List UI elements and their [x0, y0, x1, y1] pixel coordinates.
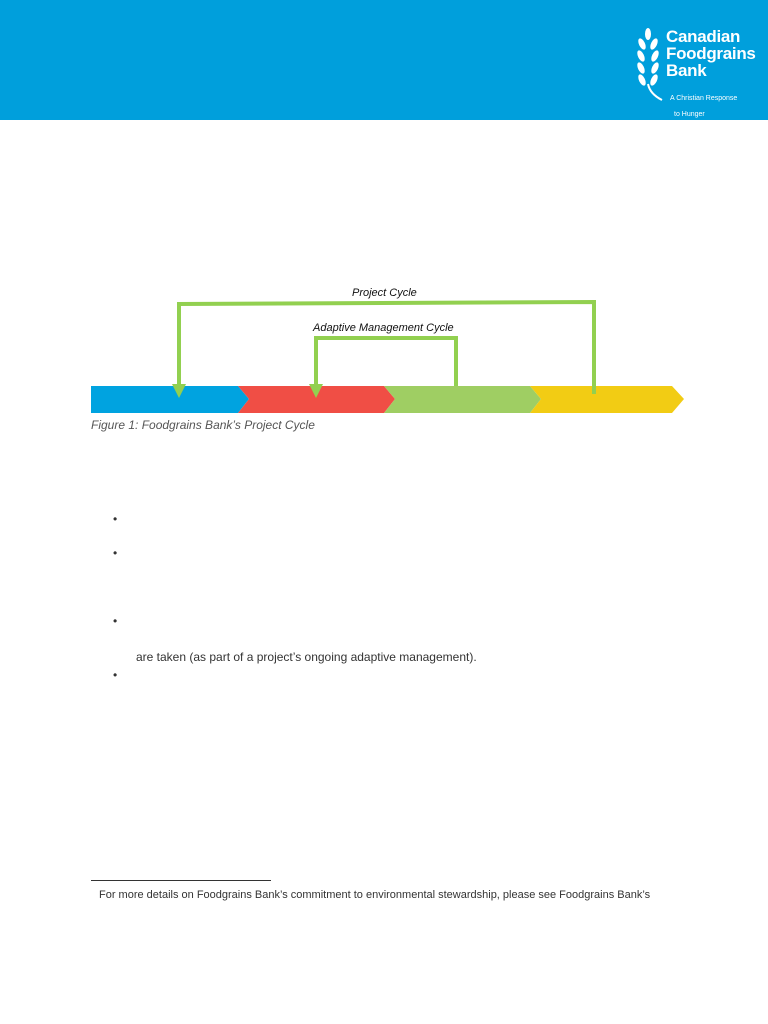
logo-tagline-line: to Hunger	[674, 111, 705, 118]
footnote-divider	[91, 880, 271, 881]
project-cycle-diagram	[0, 270, 768, 420]
logo-tagline-line: A Christian Response	[670, 95, 738, 102]
bullet-marker: •	[113, 546, 118, 560]
bullet-marker: •	[113, 668, 118, 682]
logo	[632, 27, 756, 118]
header-band	[0, 0, 768, 120]
project-cycle-label: Project Cycle	[352, 287, 417, 299]
project-cycle-arrow	[179, 302, 594, 394]
logo-name-line: Foodgrains	[666, 44, 756, 63]
figure-caption: Figure 1: Foodgrains Bank’s Project Cycle	[91, 418, 315, 432]
adaptive-cycle-arrow	[316, 338, 456, 388]
logo-tagline	[670, 87, 737, 127]
wheat-icon	[632, 28, 668, 108]
bullet-marker: •	[113, 512, 118, 526]
logo-name-line: Canadian	[666, 27, 741, 46]
stage-3-chevron	[384, 386, 541, 413]
bullet-continuation-text: are taken (as part of a project’s ongoing adaptive management).	[136, 650, 477, 664]
diagram-graphic	[0, 270, 768, 420]
footnote-text: For more details on Foodgrains Bank’s commitment to environmental stewardship, please see Foodgrains Bank’s	[99, 889, 651, 901]
stage-1-chevron	[91, 386, 249, 413]
adaptive-management-cycle-label: Adaptive Management Cycle	[313, 322, 454, 334]
logo-name-line: Bank	[666, 61, 707, 80]
stage-4-chevron	[530, 386, 684, 413]
logo-name	[666, 28, 756, 79]
bullet-marker: •	[113, 614, 118, 628]
